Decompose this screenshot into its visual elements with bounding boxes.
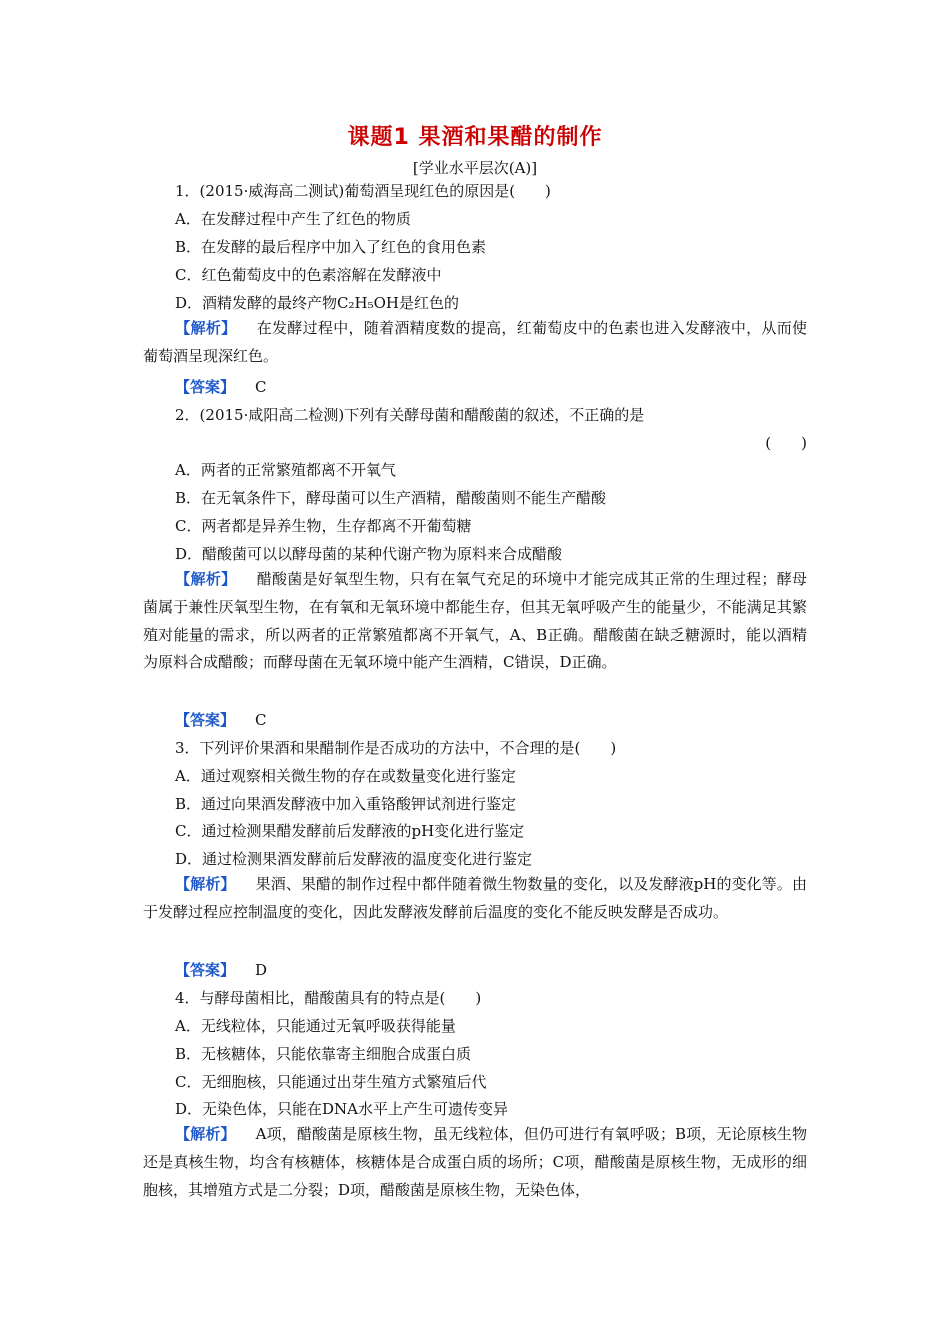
option-c: C．红色葡萄皮中的色素溶解在发酵液中 [175,266,442,284]
analysis-text: A项，醋酸菌是原核生物，虽无线粒体，但仍可进行有氧呼吸；B项，无论原核生物还是真核生物，均含有核糖体，核糖体是合成蛋白质的场所；C项，醋酸菌是原核生物，无成形的细胞核，其增殖方式是二分裂；D项，醋酸菌是原核生物，无染色体， [143,1125,807,1199]
analysis-tag: 【解析】 [175,1125,236,1143]
answer-value: C [255,378,267,396]
answer-tag: 【答案】 [175,961,236,979]
analysis-tag: 【解析】 [175,875,236,893]
option-c: C．无细胞核，只能通过出芽生殖方式繁殖后代 [175,1073,487,1091]
analysis-paragraph [143,871,807,927]
option-a: A．两者的正常繁殖都离不开氧气 [175,461,396,479]
answer-line [175,377,267,397]
analysis-text: 在发酵过程中，随着酒精度数的提高，红葡萄皮中的色素也进入发酵液中，从而使葡萄酒呈现深红色。 [143,319,807,365]
option-a: A．通过观察相关微生物的存在或数量变化进行鉴定 [175,767,516,785]
question-stem: 2．(2015·咸阳高二检测)下列有关酵母菌和醋酸菌的叙述，不正确的是 [175,406,645,424]
analysis-text: 果酒、果醋的制作过程中都伴随着微生物数量的变化，以及发酵液pH的变化等。由于发酵过程应控制温度的变化，因此发酵液发酵前后温度的变化不能反映发酵是否成功。 [143,875,807,921]
option-a: A．在发酵过程中产生了红色的物质 [175,210,411,228]
answer-tag: 【答案】 [175,378,236,396]
option-b: B．在发酵的最后程序中加入了红色的食用色素 [175,238,487,256]
option-d: D．无染色体，只能在DNA水平上产生可遗传变异 [175,1100,509,1118]
answer-tag: 【答案】 [175,711,236,729]
option-c: C．两者都是异养生物，生存都离不开葡萄糖 [175,517,472,535]
answer-value: D [255,961,268,979]
analysis-paragraph [143,1121,807,1204]
analysis-paragraph [143,315,807,371]
question-stem: 3．下列评价果酒和果醋制作是否成功的方法中，不合理的是( ) [175,739,617,757]
option-d: D．酒精发酵的最终产物C₂H₅OH是红色的 [175,294,459,312]
answer-line [175,710,267,730]
option-b: B．无核糖体，只能依靠寄主细胞合成蛋白质 [175,1045,472,1063]
analysis-text: 醋酸菌是好氧型生物，只有在氧气充足的环境中才能完成其正常的生理过程；酵母菌属于兼性厌氧型生物，在有氧和无氧环境中都能生存，但其无氧呼吸产生的能量少，不能满足其繁殖对能量的需求，所以两者的正常繁殖都离不开氧气，A、B正确。醋酸菌在缺乏糖源时，能以酒精为原料合成醋酸；而酵母菌在无氧环境中能产生酒精，C错误，D正确。 [143,570,807,672]
option-d: D．通过检测果酒发酵前后发酵液的温度变化进行鉴定 [175,850,533,868]
option-c: C．通过检测果醋发酵前后发酵液的pH变化进行鉴定 [175,822,525,840]
answer-blank: ( ) [765,434,807,452]
option-b: B．在无氧条件下，酵母菌可以生产酒精，醋酸菌则不能生产醋酸 [175,489,607,507]
analysis-paragraph [143,566,807,677]
option-d: D．醋酸菌可以以酵母菌的某种代谢产物为原料来合成醋酸 [175,545,563,563]
analysis-tag: 【解析】 [175,319,237,337]
page-title: 课题1 果酒和果醋的制作 [347,125,603,150]
answer-line [175,960,267,980]
option-a: A．无线粒体，只能通过无氧呼吸获得能量 [175,1017,456,1035]
answer-value: C [255,711,267,729]
analysis-tag: 【解析】 [175,570,237,588]
option-b: B．通过向果酒发酵液中加入重铬酸钾试剂进行鉴定 [175,795,517,813]
question-stem: 4．与酵母菌相比，醋酸菌具有的特点是( ) [175,989,482,1007]
level-label: [学业水平层次(A)] [412,159,538,177]
question-stem: 1．(2015·威海高二测试)葡萄酒呈现红色的原因是( ) [175,182,551,200]
